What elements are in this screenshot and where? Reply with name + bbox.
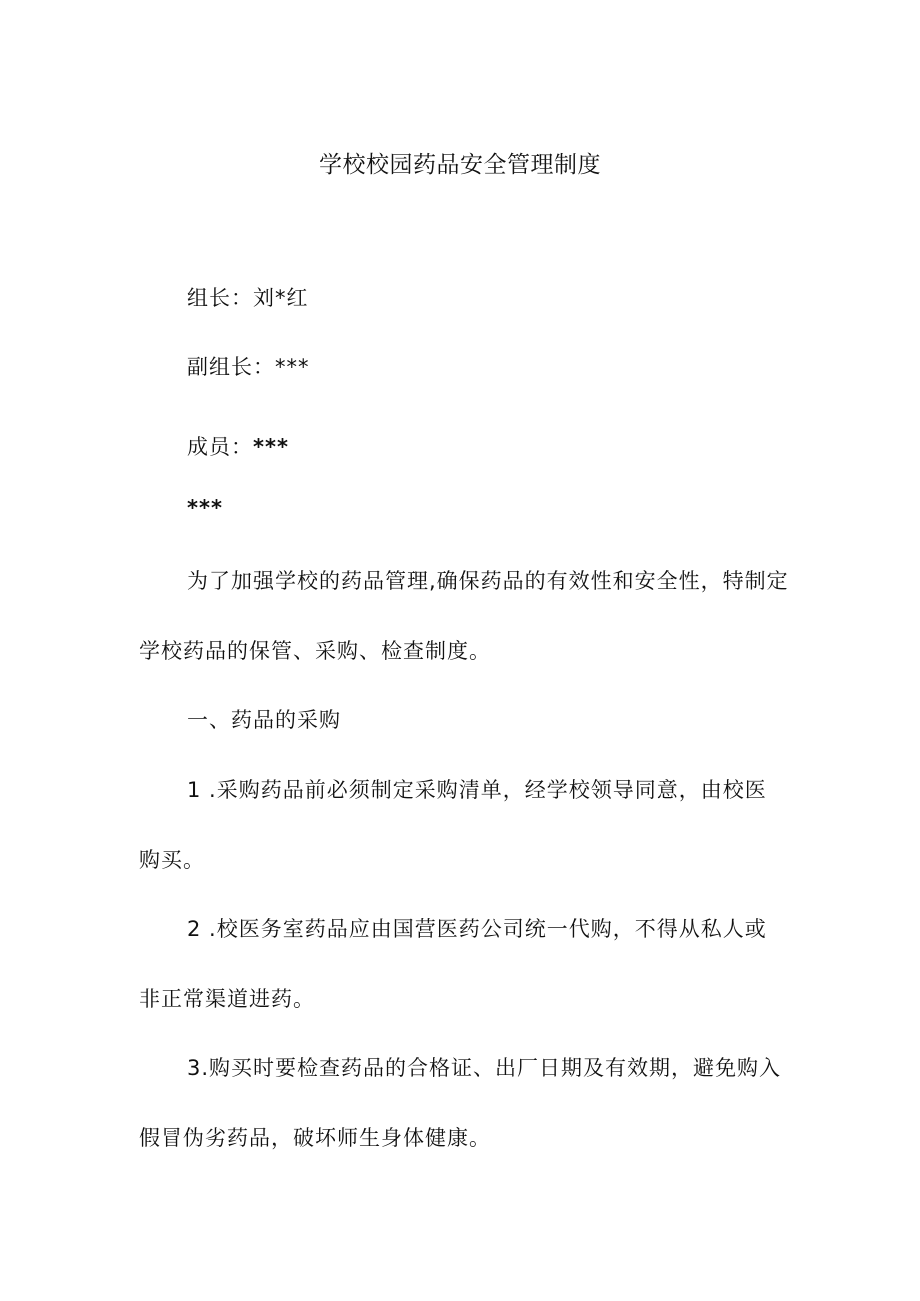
- intro-line-2: 学校药品的保管、采购、检查制度。: [139, 639, 491, 663]
- item-3-line-2: 假冒伪劣药品，破坏师生身体健康。: [139, 1126, 491, 1150]
- members-value: ***: [253, 435, 289, 459]
- intro-line-1: 为了加强学校的药品管理,确保药品的有效性和安全性，特制定: [187, 569, 789, 593]
- item-2-line-2: 非正常渠道进药。: [139, 987, 315, 1011]
- leader-line: 组长：刘*红: [187, 286, 309, 310]
- member-extra-line: ***: [187, 496, 223, 520]
- members-label: 成员：: [187, 435, 253, 459]
- members-line: [187, 432, 289, 462]
- item-2-line-1: 2 .校医务室药品应由国营医药公司统一代购，不得从私人或: [187, 917, 767, 941]
- section-heading: 一、药品的采购: [187, 708, 341, 732]
- document-title: 学校校园药品安全管理制度: [319, 152, 601, 178]
- item-1-line-2: 购买。: [139, 848, 205, 872]
- item-3-line-1: 3.购买时要检查药品的合格证、出厂日期及有效期，避免购入: [187, 1056, 782, 1080]
- deputy-leader-line: 副组长：***: [187, 355, 310, 379]
- item-1-line-1: 1 .采购药品前必须制定采购清单，经学校领导同意，由校医: [187, 778, 767, 802]
